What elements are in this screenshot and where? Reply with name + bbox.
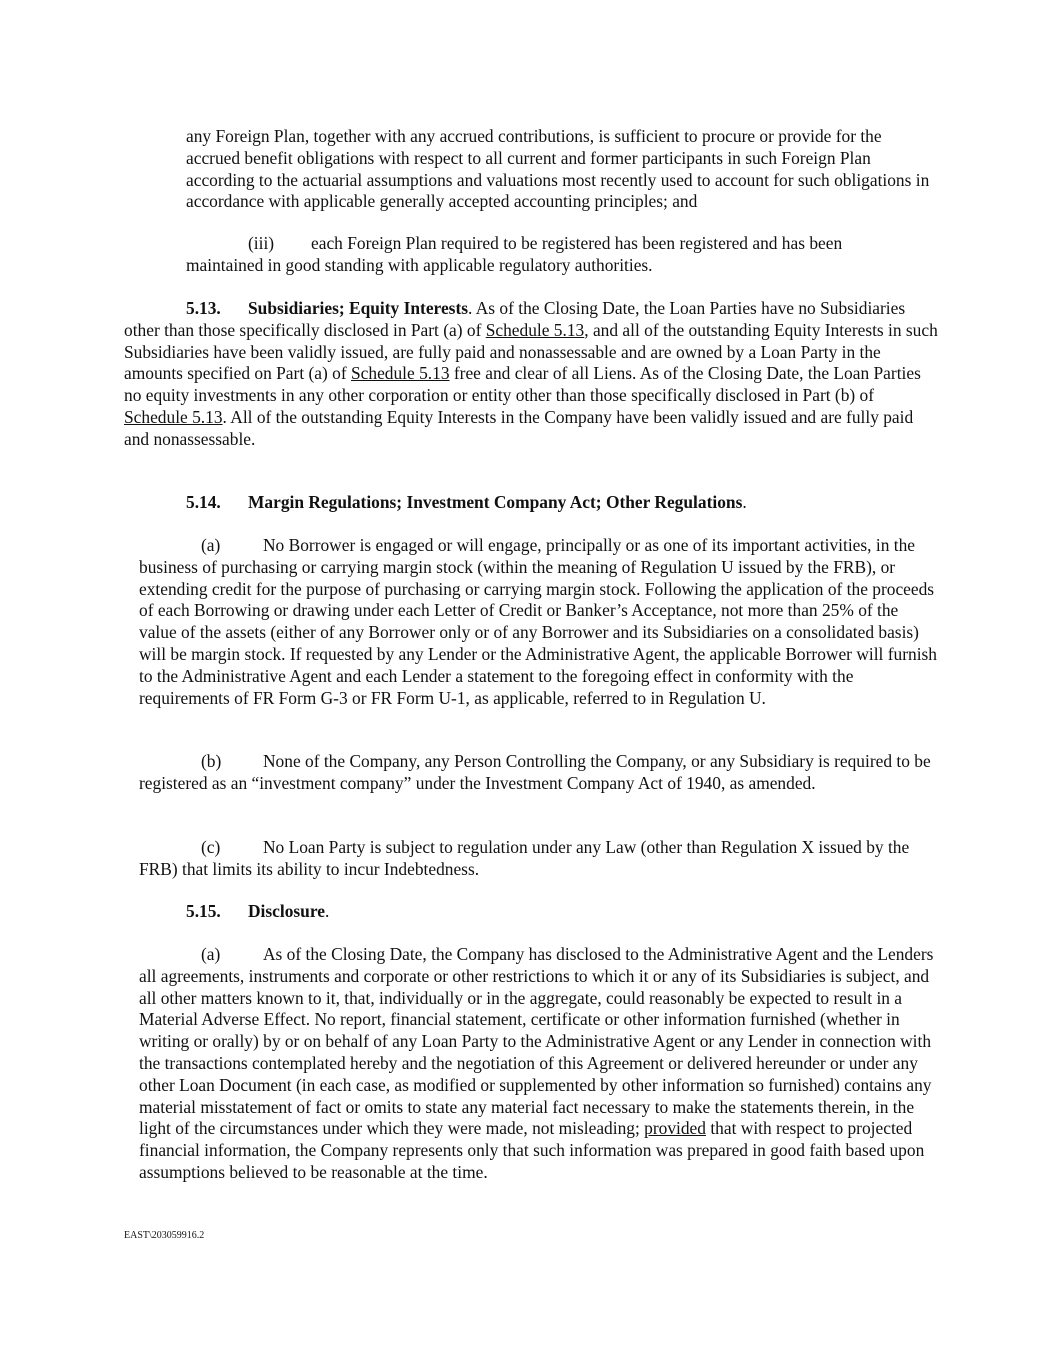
section-5-14-c-text: No Loan Party is subject to regulation under any Law (other than Regulation X issued by the FRB) that limits its ability to incur Indebtedness. bbox=[139, 837, 910, 879]
section-5-13-text: free and clear of all Liens. As of the Closing Date, the Loan Parties no equity investments in any other corporation or entity other than those specifically disclosed in Part (b) of bbox=[124, 363, 921, 406]
section-5-13-text: . All of the outstanding Equity Interests in the Company have been validly issued and are fully paid and nonassessable. bbox=[124, 406, 914, 449]
clause-iii-number: (iii) bbox=[248, 233, 275, 253]
clause-iii-text: each Foreign Plan required to be registered has been registered and has been bbox=[311, 233, 843, 253]
schedule-5-13-link-2: Schedule 5.13 bbox=[350, 363, 450, 384]
document-id-footer: EAST\203059916.2 bbox=[124, 1230, 205, 1241]
section-5-14-b bbox=[139, 751, 940, 795]
section-5-14-a-number: (a) bbox=[201, 535, 221, 555]
section-5-13 bbox=[124, 298, 940, 451]
section-5-13-text: , and all of the outstanding Equity Interests in such Subsidiaries have been validly issued, are fully paid and nonassessable and are owned by a Loan Party in the amounts specified on Part (a) of bbox=[124, 319, 938, 384]
section-5-15-a-text: As of the Closing Date, the Company has disclosed to the Administrative Agent and the Lenders all agreements, instruments and corporate or other restrictions to which it or any of its Subsidiaries is subject, and all other matters known to it, that, individually or in the aggregate, could reasonably be expected to result in a Material Adverse Effect. No report, financial statement, certificate or other information furnished (whether in writing or orally) by or on behalf of any Loan Party to the Administrative Agent or any Lender in connection with the transactions contemplated hereby and the negotiation of this Agreement or delivered hereunder or under any other Loan Document (in each case, as modified or supplemented by other information so furnished) contains any material misstatement of fact or omits to state any material fact necessary to make the statements therein, in the light of the circumstances under which they were made, not misleading; bbox=[139, 944, 934, 1139]
section-5-14-number: 5.14. bbox=[186, 492, 221, 512]
section-5-14-a-text: No Borrower is engaged or will engage, principally or as one of its important activities, in the business of purchasing or carrying margin stock (within the meaning of Regulation U issued by the FRB), or extending credit for the purpose of purchasing or carrying margin stock. Following the application of the proceeds of each Borrowing or drawing under each Letter of Credit or Banker’s Acceptance, not more than 25% of the value of the assets (either of any Borrower only or of any Borrower and its Subsidiaries on a consolidated basis) will be margin stock. If requested by any Lender or the Administrative Agent, the applicable Borrower will furnish to the Administrative Agent and each Lender a statement to the foregoing effect in conformity with the requirements of FR Form G-3 or FR Form U-1, as applicable, referred to in Regulation U. bbox=[139, 535, 937, 708]
schedule-5-13-link-3: Schedule 5.13 bbox=[124, 406, 223, 427]
section-5-14-heading-line bbox=[186, 492, 938, 514]
section-5-14-c bbox=[139, 837, 940, 881]
section-5-14-b-number: (b) bbox=[201, 751, 222, 771]
section-5-14-b-text: None of the Company, any Person Controlling the Company, or any Subsidiary is required to be registered as an “investment company” under the Investment Company Act of 1940, as amended. bbox=[139, 751, 931, 793]
section-5-15-period: . bbox=[324, 901, 330, 921]
section-5-15-heading-line bbox=[186, 901, 938, 923]
foreign-plan-paragraph: any Foreign Plan, together with any accrued contributions, is sufficient to procure or provide for the accrued benefit obligations with respect to all current and former participants in such Foreign Plan according to the actuarial assumptions and valuations most recently used to account for such obligations in accordance with applicable generally accepted accounting principles; and bbox=[186, 126, 930, 212]
section-5-13-text: . As of the Closing Date, the Loan Parties have no Subsidiaries other than those specifically disclosed in Part (a) of bbox=[124, 298, 906, 340]
section-5-15-a bbox=[139, 944, 940, 1184]
section-5-14-a bbox=[139, 535, 940, 709]
section-5-15-number: 5.15. bbox=[186, 901, 221, 921]
section-5-15-a-number: (a) bbox=[201, 944, 221, 964]
section-5-14-c-number: (c) bbox=[201, 837, 221, 857]
provided-term: provided bbox=[644, 1118, 706, 1139]
section-5-15-a-text-cont: that with respect to projected financial information, the Company represents only that such information was prepared in good faith based upon assumptions believed to be reasonable at the time. bbox=[139, 1118, 925, 1182]
schedule-5-13-link-1: Schedule 5.13 bbox=[485, 319, 585, 340]
clause-iii-continuation: maintained in good standing with applicable regulatory authorities. bbox=[186, 254, 653, 275]
section-5-14-period: . bbox=[742, 492, 747, 512]
section-5-13-heading: Subsidiaries; Equity Interests bbox=[248, 298, 468, 318]
section-5-15-heading: Disclosure bbox=[248, 901, 325, 921]
section-5-13-number: 5.13. bbox=[186, 298, 221, 318]
section-5-14-heading: Margin Regulations; Investment Company Act; Other Regulations bbox=[248, 492, 743, 512]
clause-iii bbox=[186, 233, 938, 277]
